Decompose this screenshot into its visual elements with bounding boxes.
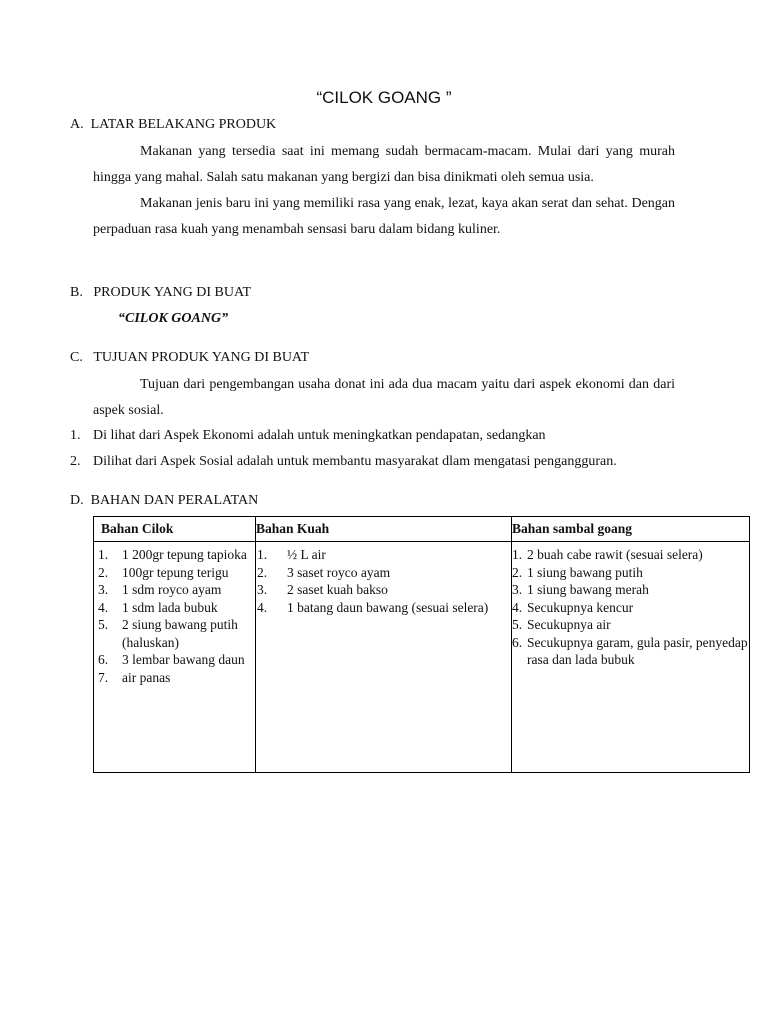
table-body-row bbox=[94, 542, 750, 773]
item-text: 3 saset royco ayam bbox=[287, 564, 391, 580]
list-item bbox=[256, 599, 511, 617]
item-number: 1. bbox=[257, 547, 268, 562]
table-header-row bbox=[94, 517, 750, 542]
item-number: 5. bbox=[512, 617, 523, 632]
item-number: 1. bbox=[98, 547, 109, 562]
list-item bbox=[94, 581, 255, 599]
item-number: 2. bbox=[98, 564, 109, 580]
item-text: 1 siung bawang merah bbox=[527, 582, 649, 597]
list-item bbox=[256, 546, 511, 564]
item-text: Dilihat dari Aspek Sosial adalah untuk membantu masyarakat dlam mengatasi pengangguran. bbox=[93, 454, 617, 469]
section-c-body bbox=[93, 372, 675, 424]
list-item bbox=[94, 546, 255, 564]
list-item bbox=[94, 669, 255, 687]
item-text: 1 200gr tepung tapioka bbox=[122, 547, 247, 562]
cilok-cell bbox=[94, 542, 256, 773]
item-text: 1 sdm lada bubuk bbox=[122, 599, 218, 615]
item-number: 4. bbox=[512, 599, 523, 615]
list-item bbox=[94, 599, 255, 617]
list-item bbox=[256, 581, 511, 599]
product-name: “CILOK GOANG” bbox=[118, 311, 229, 326]
item-number: 2. bbox=[70, 454, 81, 469]
item-number: 1. bbox=[512, 547, 523, 562]
item-text: 1 sdm royco ayam bbox=[122, 582, 222, 597]
item-text: Secukupnya air bbox=[527, 617, 611, 632]
item-number: 4. bbox=[98, 599, 109, 615]
item-text: 1 siung bawang putih bbox=[527, 564, 643, 580]
item-text: Secukupnya garam, gula pasir, penyedap rasa dan lada bubuk bbox=[527, 634, 748, 667]
item-text: 3 lembar bawang daun bbox=[122, 652, 245, 667]
document-title: “CILOK GOANG ” bbox=[316, 88, 452, 107]
list-item bbox=[94, 564, 255, 582]
item-text: ½ L air bbox=[287, 547, 326, 562]
ingredients-table bbox=[93, 516, 750, 773]
item-number: 1. bbox=[70, 428, 81, 443]
section-c-paragraph: Tujuan dari pengembangan usaha donat ini ada dua macam yaitu dari aspek ekonomi dan dari aspek sosial. bbox=[93, 377, 675, 418]
list-item bbox=[94, 651, 255, 669]
header-bahan-kuah: Bahan Kuah bbox=[256, 517, 512, 542]
header-bahan-cilok: Bahan Cilok bbox=[94, 517, 256, 542]
list-item bbox=[512, 564, 749, 582]
section-a-body bbox=[93, 139, 675, 243]
item-number: 2. bbox=[257, 564, 268, 580]
kuah-cell bbox=[256, 542, 512, 773]
item-text: air panas bbox=[122, 669, 171, 685]
item-text: Di lihat dari Aspek Ekonomi adalah untuk meningkatkan pendapatan, sedangkan bbox=[93, 428, 546, 443]
sambal-list bbox=[512, 542, 749, 669]
kuah-list bbox=[256, 542, 511, 616]
list-item bbox=[512, 634, 749, 669]
item-text: 2 siung bawang putih (haluskan) bbox=[122, 617, 238, 650]
item-text: 1 batang daun bawang (sesuai selera) bbox=[287, 599, 489, 615]
item-number: 3. bbox=[512, 582, 523, 597]
sambal-cell bbox=[512, 542, 750, 773]
item-text: 2 saset kuah bakso bbox=[287, 582, 388, 597]
section-b-heading: B. PRODUK YANG DI BUAT bbox=[70, 285, 252, 300]
item-number: 5. bbox=[98, 617, 109, 632]
list-item bbox=[512, 599, 749, 617]
item-number: 2. bbox=[512, 564, 523, 580]
item-text: 100gr tepung terigu bbox=[122, 564, 229, 580]
section-c-heading: C. TUJUAN PRODUK YANG DI BUAT bbox=[70, 350, 310, 365]
header-bahan-sambal: Bahan sambal goang bbox=[512, 517, 750, 542]
section-d-heading: D. BAHAN DAN PERALATAN bbox=[70, 493, 259, 508]
list-item bbox=[512, 581, 749, 599]
item-text: 2 buah cabe rawit (sesuai selera) bbox=[527, 547, 703, 562]
section-a-paragraph-2: Makanan jenis baru ini yang memiliki rasa yang enak, lezat, kaya akan serat dan sehat. Dengan perpaduan rasa kuah yang menambah sensasi baru dalam bidang kuliner. bbox=[93, 196, 675, 237]
list-item bbox=[256, 564, 511, 582]
section-c-item-2 bbox=[70, 454, 617, 470]
section-a-paragraph-1: Makanan yang tersedia saat ini memang sudah bermacam-macam. Mulai dari yang murah hingga yang mahal. Salah satu makanan yang bergizi dan bisa dinikmati oleh semua usia. bbox=[93, 144, 675, 185]
list-item bbox=[512, 546, 749, 564]
section-a-heading: A. LATAR BELAKANG PRODUK bbox=[70, 117, 277, 132]
item-number: 6. bbox=[98, 652, 109, 667]
item-number: 3. bbox=[257, 582, 268, 597]
item-number: 6. bbox=[512, 634, 523, 650]
cilok-list bbox=[94, 542, 255, 686]
item-number: 3. bbox=[98, 582, 109, 597]
list-item bbox=[94, 616, 255, 651]
item-text: Secukupnya kencur bbox=[527, 599, 634, 615]
list-item bbox=[512, 616, 749, 634]
item-number: 7. bbox=[98, 669, 109, 685]
item-number: 4. bbox=[257, 599, 268, 615]
section-c-item-1 bbox=[70, 428, 546, 444]
